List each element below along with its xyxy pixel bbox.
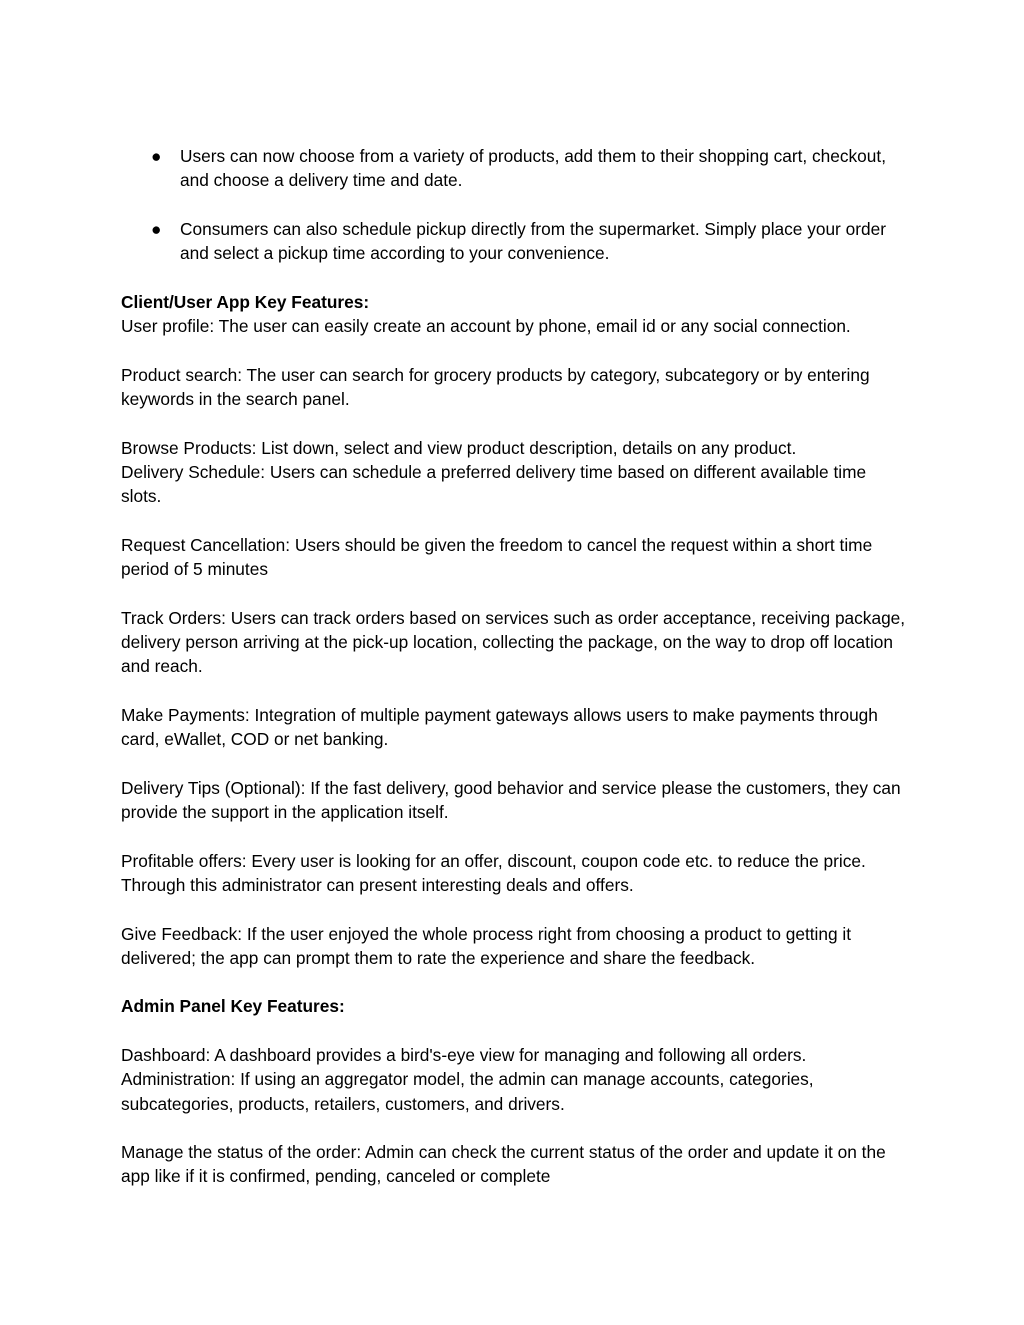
- make-payments-paragraph: Make Payments: Integration of multiple payment gateways allows users to make payments through card, eWallet, COD or net banking.: [121, 704, 878, 750]
- request-cancellation-paragraph: Request Cancellation: Users should be given the freedom to cancel the request within a short time period of 5 minutes: [121, 534, 873, 580]
- bullet-dot-icon: ●: [151, 146, 162, 166]
- paragraph-spacer: [121, 581, 911, 605]
- user-profile-paragraph: User profile: The user can easily create an account by phone, email id or any social connection.: [121, 316, 851, 337]
- paragraph-spacer: [121, 897, 911, 921]
- client-features-heading: Client/User App Key Features:: [121, 291, 370, 312]
- give-feedback-paragraph: Give Feedback: If the user enjoyed the whole process right from choosing a product to getting it delivered; the app can prompt them to rate the experience and share the feedback.: [121, 923, 852, 968]
- profitable-offers-paragraph: Profitable offers: Every user is looking for an offer, discount, coupon code etc. to reduce the price. Through this administrator can present interesting deals and offers.: [121, 850, 866, 895]
- document-page: [121, 144, 911, 1189]
- paragraph-spacer: [121, 411, 911, 435]
- delivery-tips-paragraph: Delivery Tips (Optional): If the fast delivery, good behavior and service please the customers, they can provide the support in the application itself.: [121, 777, 901, 823]
- paragraph-spacer: [121, 751, 911, 775]
- paragraph-spacer: [121, 508, 911, 532]
- paragraph-spacer: [121, 679, 911, 703]
- paragraph-spacer: [121, 1116, 911, 1140]
- paragraph-spacer: [121, 1019, 911, 1043]
- admin-features-heading: Admin Panel Key Features:: [121, 996, 345, 1017]
- bullet-text: Consumers can also schedule pickup directly from the supermarket. Simply place your order and select a pickup time according to your convenience.: [180, 218, 886, 264]
- track-orders-paragraph: Track Orders: Users can track orders based on services such as order acceptance, receiving package, delivery person arriving at the pick-up location, collecting the package, on the way to drop off location and reach.: [121, 607, 906, 677]
- paragraph-spacer: [121, 338, 911, 362]
- dashboard-paragraph: Dashboard: A dashboard provides a bird's-eye view for managing and following all orders.: [121, 1044, 807, 1065]
- product-search-paragraph: Product search: The user can search for grocery products by category, subcategory or by entering keywords in the search panel.: [121, 364, 870, 409]
- bullet-dot-icon: ●: [151, 218, 162, 239]
- paragraph-spacer: [121, 970, 911, 994]
- order-status-paragraph: Manage the status of the order: Admin can check the current status of the order and update it on the app like if it is confirmed, pending, canceled or complete: [121, 1142, 886, 1187]
- browse-products-paragraph: Browse Products: List down, select and view product description, details on any product.: [121, 437, 797, 458]
- list-item: [121, 144, 911, 193]
- bullet-list: [121, 144, 911, 265]
- delivery-schedule-paragraph: Delivery Schedule: Users can schedule a preferred delivery time based on different available time slots.: [121, 461, 867, 507]
- list-item: [121, 217, 911, 266]
- bullet-text: Users can now choose from a variety of products, add them to their shopping cart, checkout, and choose a delivery time and date.: [180, 146, 887, 191]
- paragraph-spacer: [121, 824, 911, 848]
- administration-paragraph: Administration: If using an aggregator model, the admin can manage accounts, categories, subcategories, products, retailers, customers, and drivers.: [121, 1069, 814, 1114]
